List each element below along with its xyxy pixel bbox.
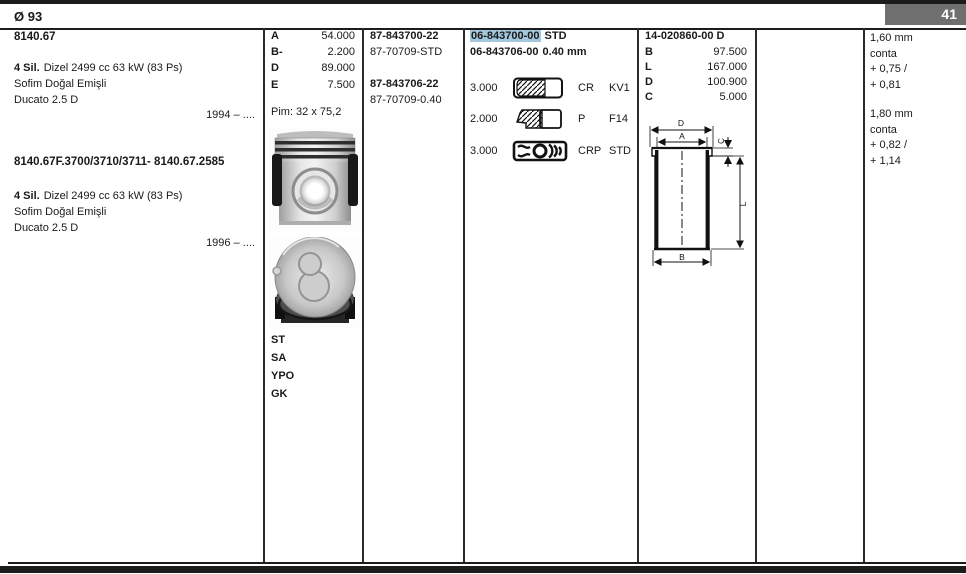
gasket-thickness: 1,80 mm <box>870 108 913 120</box>
ring-type: CR <box>578 82 594 94</box>
ring-size: 3.000 <box>470 145 498 157</box>
engine-code: 8140.67 <box>14 31 56 43</box>
dim-label: L <box>645 61 652 73</box>
engine-years: 1996 – .... <box>206 237 255 249</box>
piston-dim-row <box>271 30 355 43</box>
ring-row <box>470 107 642 131</box>
piston-side-photo <box>269 128 361 232</box>
piston-top-photo <box>269 237 361 329</box>
ring-part-suffix: 0.40 mm <box>542 46 587 58</box>
variant-label: YPO <box>271 370 295 382</box>
engine-model: Ducato 2.5 D <box>14 222 79 234</box>
liner-dim-label-d: D <box>677 118 685 128</box>
dim-label: E <box>271 79 279 91</box>
column-divider <box>863 28 865 562</box>
ring-code: STD <box>609 145 631 157</box>
variant-label: ST <box>271 334 286 346</box>
gasket-range: + 0,81 <box>870 78 901 91</box>
gasket-range: + 0,82 / <box>870 139 908 151</box>
dim-label: C <box>645 91 653 103</box>
ring-row <box>470 76 642 100</box>
column-divider <box>755 28 757 562</box>
variant-label: GK <box>271 388 288 400</box>
ring-size: 3.000 <box>470 82 498 94</box>
variant-label: SA <box>271 352 287 364</box>
ring-size: 2.000 <box>470 113 498 125</box>
dim-value: 2.200 <box>327 46 355 58</box>
ring-part-number: 06-843706-00 <box>470 46 539 58</box>
engine-cylinders: 4 Sil. <box>14 62 40 74</box>
dim-label: D <box>645 76 653 88</box>
dim-value: 5.000 <box>719 91 747 103</box>
piston-part-number: 87-70709-STD <box>370 46 443 58</box>
column-divider <box>263 28 265 562</box>
liner-dim-label-l: L <box>738 201 748 207</box>
liner-dim-row <box>645 61 747 74</box>
liner-diagram <box>643 114 761 276</box>
engine-desc-text: Dizel 2499 cc 63 kW (83 Ps) <box>43 62 183 74</box>
ring-part-number-highlighted: 06-843700-00 <box>471 30 540 42</box>
dim-value: 100.900 <box>707 76 747 88</box>
ring-row <box>470 139 642 163</box>
ring-code: KV1 <box>609 82 630 94</box>
dim-value: 7.500 <box>327 79 355 91</box>
gasket-thickness: 1,60 mm <box>870 32 913 44</box>
taper-ring-icon <box>512 107 564 131</box>
ring-part-line <box>470 46 587 59</box>
liner-dim-label-c: C <box>717 138 726 144</box>
piston-dim-row <box>271 46 355 59</box>
top-rule <box>0 0 966 4</box>
column-divider <box>362 28 364 562</box>
gasket-label: conta <box>870 123 897 136</box>
engine-cylinders: 4 Sil. <box>14 190 40 202</box>
dim-value: 54.000 <box>321 30 355 42</box>
piston-part-number: 87-843700-22 <box>370 30 439 42</box>
gasket-spec <box>870 31 913 93</box>
dim-label: D <box>271 62 279 74</box>
ring-part-line <box>470 30 567 43</box>
dim-label: B <box>645 46 653 58</box>
piston-dim-row <box>271 79 355 92</box>
gasket-range: + 1,14 <box>870 154 901 167</box>
dim-label: A <box>271 30 279 42</box>
column-divider <box>463 28 465 562</box>
liner-dim-row <box>645 76 747 89</box>
piston-dim-row <box>271 62 355 75</box>
piston-part-number: 87-843706-22 <box>370 78 439 90</box>
dim-value: 167.000 <box>707 61 747 73</box>
gasket-range: + 0,75 / <box>870 63 908 75</box>
dim-label: B- <box>271 46 283 58</box>
engine-model: Ducato 2.5 D <box>14 94 79 106</box>
diameter-header: Ø 93 <box>14 9 43 24</box>
gasket-label: conta <box>870 47 897 60</box>
engine-code: 8140.67F.3700/3710/3711- 8140.67.2585 <box>14 156 225 168</box>
ring-type: CRP <box>578 145 602 157</box>
compression-ring-icon <box>512 76 564 100</box>
engine-aspiration: Sofim Doğal Emişli <box>14 78 107 90</box>
engine-aspiration: Sofim Doğal Emişli <box>14 206 107 218</box>
pin-spec: Pim: 32 x 75,2 <box>271 106 342 118</box>
oil-ring-icon <box>512 139 568 163</box>
ring-type: P <box>578 113 586 125</box>
engine-years: 1994 – .... <box>206 109 255 121</box>
table-bottom-rule <box>8 562 966 564</box>
liner-part-number: 14-020860-00 D <box>645 30 725 42</box>
liner-dim-label-a: A <box>679 131 685 141</box>
liner-dim-row <box>645 91 747 104</box>
bottom-bar <box>0 566 966 573</box>
liner-dim-row <box>645 46 747 59</box>
engine-desc <box>14 190 182 203</box>
dim-value: 97.500 <box>713 46 747 58</box>
ring-part-suffix: STD <box>544 30 567 42</box>
engine-desc <box>14 62 182 75</box>
page-number-badge: 41 <box>885 4 966 25</box>
dim-value: 89.000 <box>321 62 355 74</box>
ring-code: F14 <box>609 113 628 125</box>
engine-desc-text: Dizel 2499 cc 63 kW (83 Ps) <box>43 190 183 202</box>
piston-part-number: 87-70709-0.40 <box>370 94 442 106</box>
gasket-spec <box>870 107 913 169</box>
liner-dim-label-b: B <box>679 252 685 262</box>
